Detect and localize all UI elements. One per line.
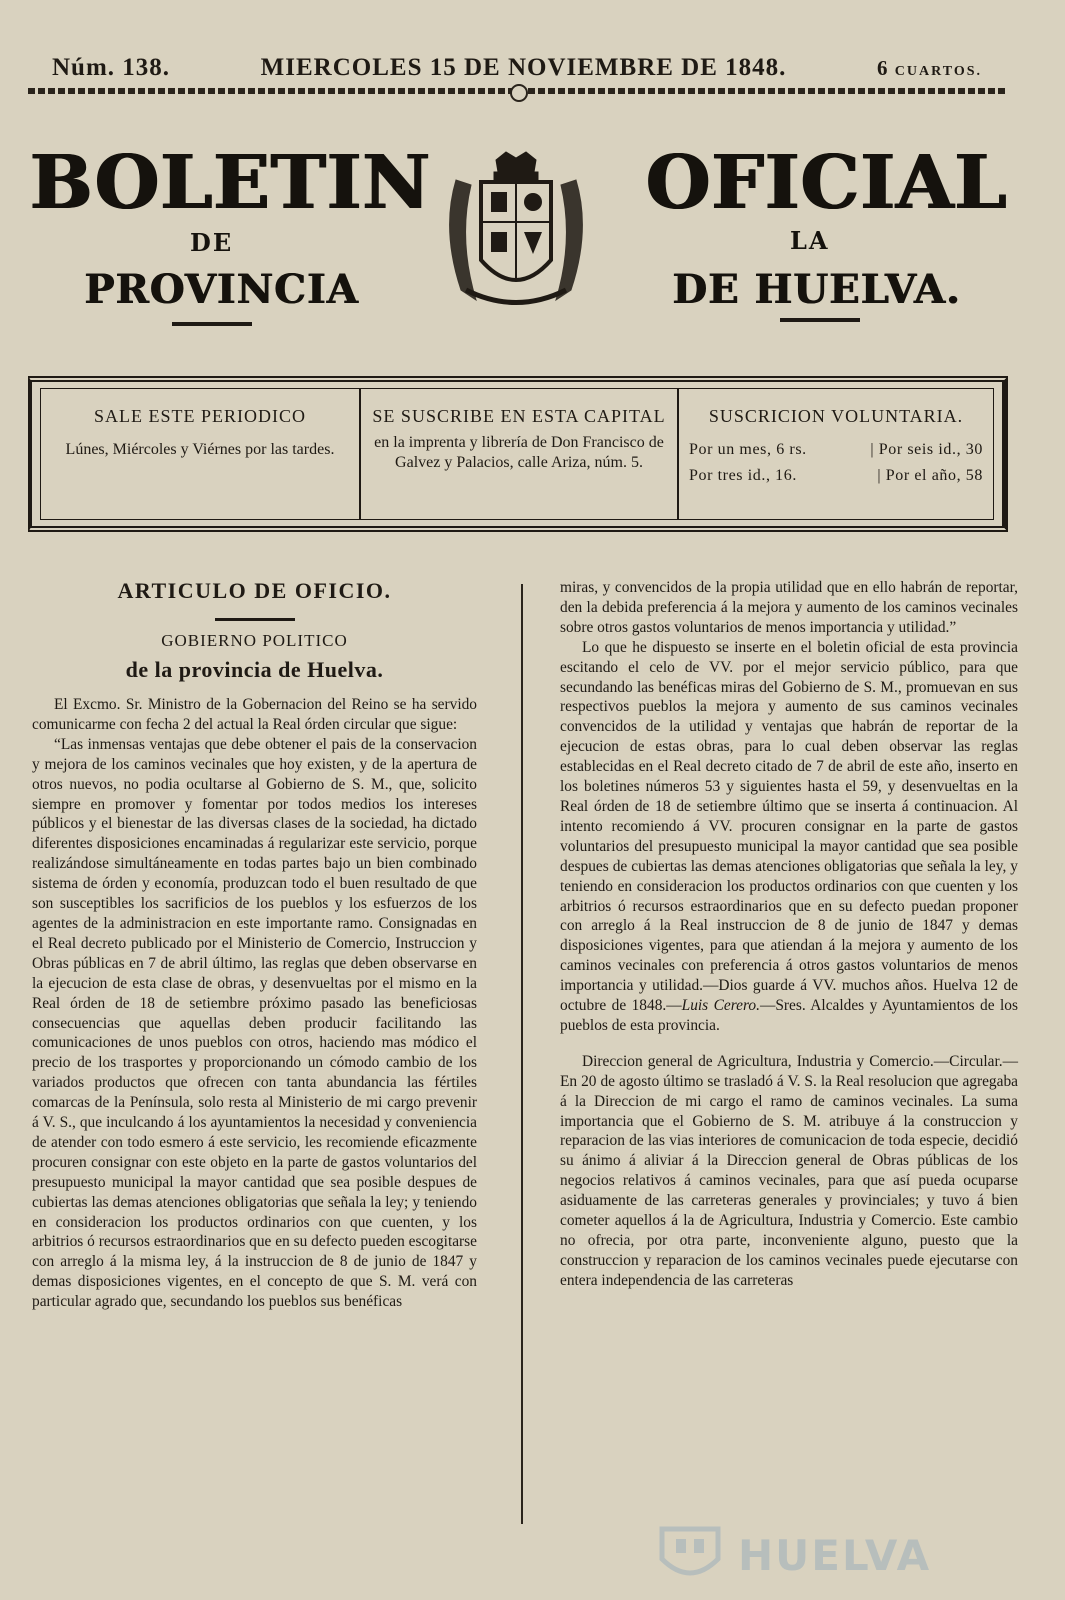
province-heading: de la provincia de Huelva. [125, 657, 384, 682]
paragraph-provincial-order [560, 638, 1018, 1036]
prices-row-1 [685, 437, 987, 463]
subscription-place [359, 389, 677, 519]
right-column [560, 578, 1018, 1291]
paragraph-royal-order: “Las inmensas ventajas que debe obtener el pais de la conservacion y mejora de los caminos vecinales que hoy existen, y de la apertura de otros nuevos, no podia ocultarse al Gobierno de S. M., que, solicito siempre en promover y fomentar por todos medios los intereses públicos y el bienestar de las diversas clases de la sociedad, ha dictado diferentes disposiciones encaminadas á regularizar este servicio, porque realizándose simultáneamente en todas partes bajo un bien combinado sistema de órden y economía, produzcan todo el buen resultado de que son susceptibles los sacrificios de los pueblos y los esfuerzos de los agentes de la administracion en este importante ramo. Consignadas en el Real decreto publicado por el Ministerio de Comercio, Instruccion y Obras públicas en 7 de abril último, las reglas que deben observarse en la ejecucion de esta clase de obras, y desenvueltas por el mismo en la Real órden de 18 de setiembre próximo pasado las beneficiosas consecuencias que aquellas deben producir facilitando las comunicaciones de unos pueblos con otros, haciendo mas módico el precio de los trasportes y proporcionando un cómodo cambio de los variados productos que ofrecen con tanta abundancia las fértiles comarcas de la Península, solo resta al Ministerio de mi cargo prevenir á V. S., que inculcando á los ayuntamientos la necesidad y conveniencia de atender con todo esmero á este servicio, les recomiende eficazmente procuren consignar con este objeto en la parte de gastos voluntarios del presupuesto municipal la mayor cantidad que sea posible despues de cubiertas las demas atenciones obligatorias que señala la ley; y teniendo en consideracion los productos ordinarios con que cuenten, y los arbitrios ó recursos estraordinarios que en su defecto pueden escogitarse con arreglo á la misma ley, á la instruccion de 8 de junio de 1847 y demas disposiciones vigentes, en el concepto de que S. M. verá con particular agrado que, secundando los pueblos sus benéficas [32, 735, 477, 1311]
coat-of-arms-icon [436, 150, 596, 315]
subscription-info-box [28, 376, 1008, 532]
title-rule [215, 618, 295, 621]
watermark-text: HUELVA [738, 1530, 932, 1580]
paragraph-circular: Direccion general de Agricultura, Industria y Comercio.—Circular.—En 20 de agosto último se trasladó á V. S. la Real resolucion que agregaba á la Direccion de mi cargo el ramo de caminos vecinales. La suma importancia que el Gobierno de S. M. atribuye á la construccion y reparacion de las vias interiores de comunicacion de toda especie, decidió su ánimo á aliviar á la Direccion general de Obras públicas de los negocios relativos á caminos vecinales, para que así pueda ocuparse asiduamente de las carreteras generales y provinciales; y tuvo á bien cometer aquellos á la de Agricultura, Industria y Comercio. Este cambio no ofrecia, por otra parte, inconveniente alguno, puesto que la construccion y reparacion de los caminos vecinales puede ejecutarse con entera independencia de las carreteras [560, 1052, 1018, 1289]
issue-header [52, 54, 982, 88]
masthead-rule-right [780, 318, 860, 322]
price-year: | Por el año, 58 [877, 467, 983, 484]
issue-price [877, 56, 982, 81]
column-divider [521, 584, 523, 1524]
price-unit: CUARTOS. [894, 64, 982, 79]
prices-heading: SUSCRICION VOLUNTARIA. [708, 406, 964, 426]
paragraph-intro: El Excmo. Sr. Ministro de la Gobernacion del Reino se ha servido comunicarme con fecha 2 del actual la Real órden circular que sigue: [32, 696, 477, 733]
provincial-order-text: Lo que he dispuesto se inserte en el boletin oficial de esta provincia escitando el celo de VV. por el mejor servicio público, para que secundando las benéficas miras del Gobierno de S. M., promuevan en sus respectivos pueblos la mejora y aumento de sus caminos vecinales convencidos de la utilidad y ventajas que habrán de reportar de la ejecucion de estas obras, para lo cual deben observar las reglas establecidas en el Real decreto citado de 7 de abril de este año, inserto en los boletines números 53 y siguientes hasta el 59, y desenvueltas en la Real órden de 18 de setiembre último que se inserta á continuacion. Al intento recomiendo á VV. procuren consignar en la parte de gastos voluntarios del presupuesto municipal la mayor cantidad que sea posible despues de cubiertas las demas atenciones obligatorias que señala la ley, y teniendo en consideracion los productos ordinarios con que cuenten y los arbitrios ó recursos estraordinarios que en su defecto puedan proponer con arreglo á la Real instruccion de 8 de junio de 1847 y demas disposiciones vigentes, para que atiendan á la mejora y aumento de los caminos vecinales con preferencia á otros gastos voluntarios de menos importancia y utilidad.—Dios guarde á VV. muchos años. Huelva 12 de octubre de 1848.— [560, 638, 1018, 1015]
price-value: 6 [877, 56, 889, 80]
masthead-de: DE [190, 228, 234, 257]
publication-schedule [41, 389, 359, 519]
archive-shield-icon [656, 1525, 724, 1585]
masthead-boletin: BOLETIN [30, 140, 432, 226]
left-column [32, 572, 477, 1312]
paragraph-continuation: miras, y convencidos de la propia utilidad que en ello habrán de reportar, den la debida preferencia á la mejora y aumento de los caminos vecinales sobre otros gastos voluntarios de menos importancia y utilidad.” [560, 579, 1018, 636]
signature: Luis Cerero. [681, 997, 760, 1015]
subscription-text: en la imprenta y librería de Don Francisco de Galvez y Palacios, calle Ariza, núm. 5. [374, 434, 664, 471]
issue-number: Núm. 138. [52, 54, 171, 81]
office-heading: GOBIERNO POLITICO [161, 631, 348, 650]
archive-watermark [656, 1520, 1016, 1590]
price-six-months: | Por seis id., 30 [870, 441, 983, 458]
masthead-la: LA [790, 226, 830, 255]
schedule-text: Lúnes, Miércoles y Viérnes por las tardes. [65, 441, 335, 458]
masthead-oficial: OFICIAL [646, 140, 1008, 226]
masthead-rule-left [172, 322, 252, 326]
ornament-rule [28, 88, 1008, 94]
masthead-de-huelva: DE HUELVA. [672, 266, 961, 313]
price-month: Por un mes, 6 rs. [689, 441, 807, 458]
masthead-provincia: PROVINCIA [84, 266, 359, 313]
issue-date: MIERCOLES 15 DE NOVIEMBRE DE 1848. [260, 54, 787, 81]
provincial-order-tail: —Sres. Alcaldes y Ayuntamientos de los pueblos de esta provincia. [560, 997, 1018, 1034]
price-three-months: Por tres id., 16. [689, 467, 797, 484]
prices-row-2 [685, 463, 987, 489]
schedule-heading: SALE ESTE PERIODICO [94, 406, 306, 426]
article-title: ARTICULO DE OFICIO. [117, 578, 392, 603]
subscription-heading: SE SUSCRIBE EN ESTA CAPITAL [372, 406, 666, 426]
subscription-prices [677, 389, 993, 519]
